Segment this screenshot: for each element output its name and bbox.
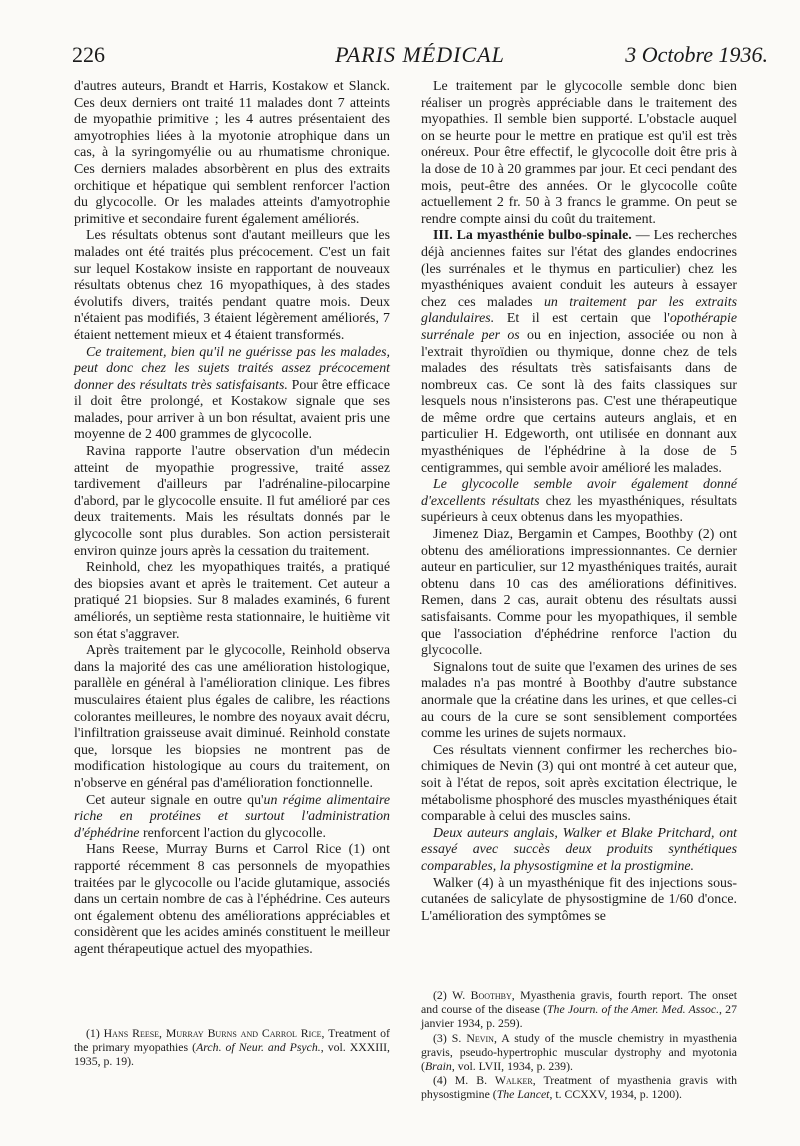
- text-run: chez les myasthéniques, résultats supérieurs à ceux obtenus dans les myopathies.: [421, 493, 737, 526]
- footnotes-left: [74, 1026, 390, 1069]
- footnote-text: A study of the muscle chemistry in myasthenia gravis, pseudo-hypertrophic muscular dystrophy and myotonia (: [421, 1030, 737, 1074]
- footnote-number: (1): [86, 1026, 104, 1040]
- footnote-reference: , t. CCXXV, 1934, p. 1200).: [549, 1087, 682, 1102]
- footnote-authors: M. B. Walker,: [454, 1073, 536, 1088]
- paragraph: [421, 228, 737, 477]
- footnote-text: Treatment of myasthenia gravis with physostigmine (: [421, 1073, 737, 1102]
- right-column: [421, 79, 737, 925]
- paragraph: d'autres auteurs, Brandt et Harris, Kostakow et Slanck. Ces deux derniers ont traité 11 malades dont 7 atteints de myopathie primitive ; les 4 autres présentaient des amyotrophies liées à la myotonie atrophique dans un cas, à la syringomyélie ou au rhumatisme chronique. Ces derniers malades absorbèrent en plus des extraits orchitique et hépatique qui semblent renforcer l'action du glycocolle. Or les malades atteints d'amyotrophie primitive et secondaire furent également améliorés.: [74, 79, 390, 227]
- text-run: Cet auteur signale en outre qu': [86, 792, 264, 808]
- footnote-number: (2): [433, 988, 453, 1002]
- text-run: Pour être efficace il doit être prolongé, et Kostakow signale que ses malades, pour arriver à un bon résultat, avaient pris une moyenne de 2 400 grammes de glycocolle.: [74, 377, 390, 443]
- footnote-journal: Arch. of Neur. and Psych.: [196, 1040, 321, 1055]
- footnote-text: Myasthenia gravis, fourth report. The onset and course of the disease (: [421, 988, 737, 1017]
- footnotes-right: [421, 988, 737, 1102]
- page-header: [72, 42, 768, 76]
- issue-date: 3 Octobre 1936.: [625, 42, 768, 67]
- text-run: Et il est certain que l': [494, 311, 670, 327]
- italic-text: opothérapie surrénale per os: [421, 311, 737, 343]
- paragraph: Ces résultats viennent confirmer les recherches bio-chimiques de Nevin (3) qui ont montré à cet auteur que, soit à l'état de repos, soit après excitation électrique, le métabolisme phosphoré des muscles myasthéniques était comparable à celui des muscles sains.: [421, 742, 737, 825]
- footnote-authors: S. Nevin,: [451, 1030, 497, 1045]
- footnote-number: (3): [433, 1030, 452, 1045]
- journal-title: PARIS MÉDICAL: [335, 42, 505, 67]
- footnote-journal: Brain: [424, 1059, 452, 1074]
- footnote-journal: The Lancet: [496, 1087, 550, 1102]
- paragraph: Hans Reese, Murray Burns et Carrol Rice (1) ont rapporté récemment 8 cas personnels de myopathies traitées par le glycocolle ou l'acide glutamique, associés dans un certain nombre de cas à l'éphédrine. Ces auteurs ont également obtenu des améliorations appréciables et considèrent que les acides aminés constituent le meilleur agent thérapeutique actuel des myopathies.: [74, 842, 390, 957]
- footnote-reference: , vol. XXXIII, 1935, p. 19).: [74, 1040, 391, 1069]
- footnote-reference: , 27 janvier 1934, p. 259).: [421, 1002, 737, 1031]
- italic-text: Ce traitement, bien qu'il ne guérisse pas les malades, peut donc chez les sujets traités assez précocement donner des résultats très satisfaisants.: [74, 344, 390, 393]
- paragraph: Reinhold, chez les myopathiques traités, a pratiqué des biopsies avant et après le traitement. Cet auteur a pratiqué 21 biopsies. Sur 8 malades examinés, 6 furent améliorés, un septième resta stationnaire, le huitième vit son état s'aggraver.: [74, 560, 390, 642]
- text-run: renforcent l'action du glycocolle.: [139, 825, 326, 841]
- paragraph: [421, 477, 737, 527]
- paragraph: Jimenez Diaz, Bergamin et Campes, Boothby (2) ont obtenu des améliorations impressionnantes. Ce dernier auteur en particulier, sur 12 myasthéniques traités, aurait obtenu dans 10 cas des améliorations définitives. Remen, dans 2 cas, aurait obtenu des résultats aussi satisfaisants. Comme pour les myopathiques, il semble que l'association d'éphédrine renforce l'action du glycocolle.: [421, 527, 737, 659]
- footnote-authors: Hans Reese, Murray Burns and Carrol Rice,: [103, 1026, 325, 1040]
- paragraph: [74, 345, 390, 445]
- footnote-journal: The Journ. of the Amer. Med. Assoc.: [547, 1002, 720, 1017]
- paragraph: Le traitement par le glycocolle semble donc bien réaliser un progrès appréciable dans le traitement des myopathies. Il semble bien supporté. L'obstacle auquel on se heurte pour le mettre en pratique est qu'il est très onéreux. Pour être effectif, le glycocolle doit être pris à la dose de 10 à 20 grammes par jour. Et ceci pendant des mois, peut-être des années. Or le glycocolle coûte actuellement 2 fr. 50 à 3 francs le gramme. On peut se rendre compte ainsi du coût du traitement.: [421, 79, 737, 227]
- paragraph: Les résultats obtenus sont d'autant meilleurs que les malades ont été traités plus précocement. C'est un fait sur lequel Kostakow insiste en rapportant de nouveaux résultats obtenus chez 16 myopathiques, à des stades évolutifs divers, traités pendant quatre mois. Deux n'étaient pas modifiés, 3 étaient légèrement améliorés, 7 étaient nettement mieux et 4 étaient transformés.: [74, 228, 390, 343]
- footnote: [74, 1026, 390, 1069]
- page-number: 226: [72, 42, 105, 67]
- text-run: — Les recherches déjà anciennes faites sur l'état des glandes endocrines (les surrénales et le thymus en particulier) chez les myasthéniques avaient conduit les auteurs à essayer chez ces malades: [421, 228, 737, 310]
- italic-text: un régime alimentaire riche en protéines et surtout l'administration d'éphédrine: [74, 792, 390, 841]
- paragraph: Walker (4) à un myasthénique fit des injections sous-cutanées de salicylate de physostigmine de 1/60 d'once. L'amélioration des symptômes se: [421, 875, 737, 924]
- paragraph: Ravina rapporte l'autre observation d'un médecin atteint de myopathie progressive, traité assez tardivement d'ailleurs par l'adrénaline-pilocarpine d'abord, par le glycocolle ensuite. Il fut amélioré par ces deux traitements. Mais les résultats donnés par le glycocolle sont plus durables. Son action persisterait environ quinze jours après la cessation du traitement.: [74, 444, 390, 559]
- italic-text: Deux auteurs anglais, Walker et Blake Pritchard, ont essayé avec succès deux produits synthétiques comparables, la physostigmine et la prostigmine.: [421, 825, 737, 874]
- footnote-authors: W. Boothby,: [452, 988, 515, 1002]
- left-column: [74, 79, 390, 958]
- footnote-reference: , vol. LVII, 1934, p. 239).: [451, 1059, 573, 1074]
- footnote: [421, 1073, 737, 1101]
- paragraph: [421, 826, 737, 876]
- paragraph: Après traitement par le glycocolle, Reinhold observa dans la majorité des cas une amélioration histologique, parallèle en général à l'amélioration clinique. Les fibres musculaires étaient plus égales de calibre, les réactions colorantes meilleures, le nombre des noyaux avait décru, l'infiltration graisseuse avait diminué. Reinhold constate que, lorsque les biopsies ne montrent pas de modification histologique au cours du traitement, on n'observe en général pas d'amélioration fonctionnelle.: [74, 643, 390, 791]
- footnote: [421, 988, 737, 1031]
- paragraph: [74, 793, 390, 843]
- footnote-text: Treatment of the primary myopathies (: [74, 1026, 390, 1055]
- italic-text: Le glycocolle semble avoir également donné d'excellents résultats: [421, 477, 737, 509]
- footnote-number: (4): [433, 1073, 455, 1088]
- footnote: [421, 1031, 737, 1074]
- text-run: ou en injection, associée ou non à l'extrait thyroïdien ou thymique, donne chez de tels malades des résultats très satisfaisants dans de nombreux cas. Ce sont là des faits classiques sur lesquels nous n'insisterons pas. C'est une thérapeutique de même ordre que certains auteurs anglais, et en particulier H. Edgeworth, ont utilisée en donnant aux myasthéniques de l'éphédrine à la dose de 5 centigrammes, qui semble avoir amélioré les malades.: [421, 327, 737, 476]
- paragraph: Signalons tout de suite que l'examen des urines de ses malades n'a pas montré à Boothby d'autre substance anormale que la créatine dans les urines, et que celles-ci au cours de la cure se sont sensiblement comportées comme les urines de sujets normaux.: [421, 659, 737, 742]
- italic-text: un traitement par les extraits glandulaires.: [421, 294, 737, 327]
- section-heading: III. La myasthénie bulbo-spinale.: [433, 228, 632, 244]
